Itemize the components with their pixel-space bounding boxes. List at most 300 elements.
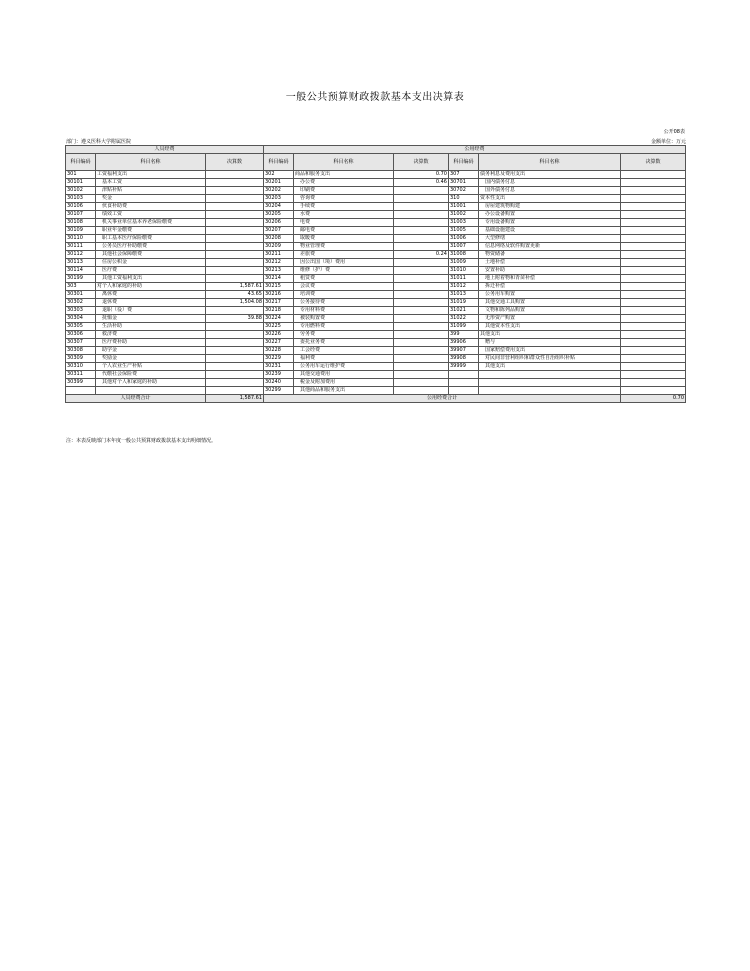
cell-amount — [206, 379, 264, 387]
cell-amount — [394, 259, 449, 267]
cell-name: 对个人和家庭的补助 — [96, 283, 206, 291]
cell-name: 赠与 — [479, 339, 621, 347]
cell-amount — [206, 195, 264, 203]
cell-name: 水费 — [294, 211, 394, 219]
cell-amount — [206, 243, 264, 251]
cell-name: 办公费 — [294, 179, 394, 187]
cell-amount — [394, 355, 449, 363]
expenditure-table — [65, 145, 686, 403]
cell-code: 30311 — [66, 371, 96, 379]
table-row — [66, 315, 686, 323]
cell-name: 生活补助 — [96, 323, 206, 331]
cell-name: 因公出国（境）费用 — [294, 259, 394, 267]
cell-name: 房屋建筑物购建 — [479, 203, 621, 211]
cell-code: 302 — [264, 171, 294, 179]
table-row — [66, 203, 686, 211]
cell-code: 30212 — [264, 259, 294, 267]
cell-code: 31001 — [449, 203, 479, 211]
cell-code: 30103 — [66, 195, 96, 203]
table-row — [66, 251, 686, 259]
cell-amount — [394, 363, 449, 371]
cell-code: 31007 — [449, 243, 479, 251]
cell-amount — [394, 203, 449, 211]
table-row — [66, 323, 686, 331]
table-row — [66, 195, 686, 203]
cell-code: 30204 — [264, 203, 294, 211]
table-row — [66, 179, 686, 187]
cell-code: 30299 — [264, 387, 294, 395]
cell-amount — [621, 379, 686, 387]
cell-amount — [206, 219, 264, 227]
cell-name: 拆迁补偿 — [479, 283, 621, 291]
cell-code: 30239 — [264, 371, 294, 379]
cell-amount — [621, 387, 686, 395]
cell-amount — [206, 339, 264, 347]
cell-code: 30302 — [66, 299, 96, 307]
cell-name: 其他社会保障缴费 — [96, 251, 206, 259]
table-row — [66, 387, 686, 395]
cell-code: 30199 — [66, 275, 96, 283]
cell-code: 31099 — [449, 323, 479, 331]
cell-amount: 0.70 — [394, 171, 449, 179]
cell-code: 30208 — [264, 235, 294, 243]
cell-code: 31013 — [449, 291, 479, 299]
group-header-row — [66, 146, 686, 154]
table-row — [66, 259, 686, 267]
total-row — [66, 395, 686, 403]
cell-code: 31002 — [449, 211, 479, 219]
cell-amount — [394, 219, 449, 227]
table-row — [66, 339, 686, 347]
cell-code: 30110 — [66, 235, 96, 243]
cell-code — [449, 379, 479, 387]
cell-name: 地上附着物和青苗补偿 — [479, 275, 621, 283]
cell-amount — [621, 259, 686, 267]
cell-name: 安置补助 — [479, 267, 621, 275]
cell-name: 被装购置费 — [294, 315, 394, 323]
cell-name: 助学金 — [96, 347, 206, 355]
cell-amount — [621, 275, 686, 283]
cell-code: 30309 — [66, 355, 96, 363]
cell-code: 30109 — [66, 227, 96, 235]
cell-amount: 1,587.61 — [206, 283, 264, 291]
cell-amount — [621, 291, 686, 299]
cell-amount — [621, 211, 686, 219]
cell-amount — [394, 275, 449, 283]
cell-name: 劳务费 — [294, 331, 394, 339]
col-header-code: 科目编码 — [66, 154, 96, 171]
cell-code: 30111 — [66, 243, 96, 251]
cell-code: 30101 — [66, 179, 96, 187]
cell-name: 其他支出 — [479, 331, 621, 339]
cell-amount — [206, 307, 264, 315]
cell-code: 30224 — [264, 315, 294, 323]
cell-code: 30201 — [264, 179, 294, 187]
cell-amount — [206, 187, 264, 195]
cell-code: 30227 — [264, 339, 294, 347]
cell-name: 医疗费补助 — [96, 339, 206, 347]
cell-amount — [206, 387, 264, 395]
cell-amount — [621, 283, 686, 291]
cell-code: 30305 — [66, 323, 96, 331]
cell-amount — [621, 195, 686, 203]
cell-name: 其他交通费用 — [294, 371, 394, 379]
cell-amount — [621, 331, 686, 339]
cell-code: 31010 — [449, 267, 479, 275]
cell-code: 31021 — [449, 307, 479, 315]
table-row — [66, 275, 686, 283]
cell-amount — [206, 251, 264, 259]
cell-name: 土地补偿 — [479, 259, 621, 267]
cell-amount — [621, 347, 686, 355]
table-row — [66, 379, 686, 387]
table-row — [66, 355, 686, 363]
cell-amount — [206, 203, 264, 211]
cell-name: 会议费 — [294, 283, 394, 291]
cell-name: 福利费 — [294, 355, 394, 363]
cell-code: 31022 — [449, 315, 479, 323]
table-row — [66, 211, 686, 219]
cell-amount — [394, 347, 449, 355]
cell-name — [479, 387, 621, 395]
cell-name: 租赁费 — [294, 275, 394, 283]
cell-name: 住房公积金 — [96, 259, 206, 267]
cell-amount — [206, 211, 264, 219]
cell-name: 培训费 — [294, 291, 394, 299]
cell-amount: 0.24 — [394, 251, 449, 259]
cell-amount — [621, 267, 686, 275]
cell-code: 30206 — [264, 219, 294, 227]
cell-amount — [206, 171, 264, 179]
cell-name — [479, 379, 621, 387]
cell-amount — [394, 227, 449, 235]
cell-amount — [394, 243, 449, 251]
cell-code: 30106 — [66, 203, 96, 211]
cell-amount — [394, 283, 449, 291]
cell-code: 31019 — [449, 299, 479, 307]
cell-name: 邮电费 — [294, 227, 394, 235]
cell-amount — [394, 379, 449, 387]
col-header-amount: 决算数 — [394, 154, 449, 171]
department-label: 部门：遵义医科大学附属医院 — [66, 139, 132, 145]
cell-amount — [621, 307, 686, 315]
unit-label: 金额单位：万元 — [650, 139, 686, 145]
cell-amount — [394, 371, 449, 379]
cell-code: 30203 — [264, 195, 294, 203]
cell-amount — [206, 259, 264, 267]
cell-code: 30202 — [264, 187, 294, 195]
cell-amount — [206, 179, 264, 187]
cell-name: 无形资产购置 — [479, 315, 621, 323]
column-header-row — [66, 154, 686, 171]
cell-code — [66, 387, 96, 395]
cell-amount — [206, 267, 264, 275]
cell-code: 30303 — [66, 307, 96, 315]
cell-amount — [206, 355, 264, 363]
cell-name: 机关事业单位基本养老保险缴费 — [96, 219, 206, 227]
cell-name: 印刷费 — [294, 187, 394, 195]
cell-name: 债务利息及费用支出 — [479, 171, 621, 179]
col-header-name: 科目名称 — [96, 154, 206, 171]
col-header-code: 科目编码 — [264, 154, 294, 171]
cell-code: 30215 — [264, 283, 294, 291]
table-row — [66, 219, 686, 227]
cell-amount — [394, 235, 449, 243]
table-row — [66, 331, 686, 339]
col-header-name: 科目名称 — [479, 154, 621, 171]
cell-name: 个人农业生产补贴 — [96, 363, 206, 371]
table-note: 注：本表反映部门本年度一般公共预算财政拨款基本支出明细情况。 — [66, 438, 217, 444]
cell-amount — [621, 235, 686, 243]
cell-amount — [621, 227, 686, 235]
cell-amount — [394, 187, 449, 195]
cell-name: 商品和服务支出 — [294, 171, 394, 179]
cell-name: 手续费 — [294, 203, 394, 211]
cell-name: 取暖费 — [294, 235, 394, 243]
table-row — [66, 227, 686, 235]
cell-amount — [394, 307, 449, 315]
cell-amount — [621, 315, 686, 323]
cell-name: 离休费 — [96, 291, 206, 299]
cell-name: 国内债务付息 — [479, 179, 621, 187]
table-row — [66, 283, 686, 291]
cell-name: 公务员医疗补助缴费 — [96, 243, 206, 251]
cell-name: 电费 — [294, 219, 394, 227]
public-total-label: 公用经费合计 — [264, 395, 621, 403]
cell-name: 绩效工资 — [96, 211, 206, 219]
cell-name: 专用材料费 — [294, 307, 394, 315]
col-header-code: 科目编码 — [449, 154, 479, 171]
cell-code: 30114 — [66, 267, 96, 275]
cell-amount — [621, 251, 686, 259]
cell-amount: 1,504.08 — [206, 299, 264, 307]
cell-name: 物资储备 — [479, 251, 621, 259]
cell-code: 30108 — [66, 219, 96, 227]
cell-amount — [206, 363, 264, 371]
cell-code: 30304 — [66, 315, 96, 323]
cell-name: 委托业务费 — [294, 339, 394, 347]
cell-amount — [394, 323, 449, 331]
cell-code: 30217 — [264, 299, 294, 307]
cell-name: 办公设备购置 — [479, 211, 621, 219]
cell-amount — [621, 371, 686, 379]
cell-amount: 43.65 — [206, 291, 264, 299]
cell-name: 维修（护）费 — [294, 267, 394, 275]
cell-name: 基本工资 — [96, 179, 206, 187]
col-header-amount: 决算数 — [621, 154, 686, 171]
cell-code: 31009 — [449, 259, 479, 267]
cell-code: 399 — [449, 331, 479, 339]
cell-name: 资本性支出 — [479, 195, 621, 203]
cell-amount: 39.88 — [206, 315, 264, 323]
cell-code: 30213 — [264, 267, 294, 275]
cell-code: 30218 — [264, 307, 294, 315]
cell-code: 31003 — [449, 219, 479, 227]
cell-name: 国家赔偿费用支出 — [479, 347, 621, 355]
cell-code: 39999 — [449, 363, 479, 371]
cell-code: 30301 — [66, 291, 96, 299]
cell-amount — [394, 299, 449, 307]
cell-code: 30113 — [66, 259, 96, 267]
col-header-amount: 决算数 — [206, 154, 264, 171]
cell-name: 工资福利支出 — [96, 171, 206, 179]
cell-name: 退休费 — [96, 299, 206, 307]
cell-name: 职工基本医疗保险缴费 — [96, 235, 206, 243]
personnel-total-label: 人员经费合计 — [66, 395, 206, 403]
public-total-value: 0.70 — [621, 395, 686, 403]
cell-code: 30102 — [66, 187, 96, 195]
table-row — [66, 235, 686, 243]
cell-code: 30310 — [66, 363, 96, 371]
cell-code: 30399 — [66, 379, 96, 387]
page-title: 一般公共预算财政拨款基本支出决算表 — [285, 92, 465, 103]
table-row — [66, 243, 686, 251]
cell-name: 国外债务付息 — [479, 187, 621, 195]
cell-code: 30240 — [264, 379, 294, 387]
cell-amount — [621, 179, 686, 187]
cell-code: 30207 — [264, 227, 294, 235]
table-row — [66, 307, 686, 315]
cell-name: 公务用车运行维护费 — [294, 363, 394, 371]
cell-amount — [394, 195, 449, 203]
table-row — [66, 171, 686, 179]
cell-name: 其他对个人和家庭的补助 — [96, 379, 206, 387]
cell-code: 30209 — [264, 243, 294, 251]
cell-code: 30308 — [66, 347, 96, 355]
cell-name: 救济费 — [96, 331, 206, 339]
personnel-total-value: 1,587.61 — [206, 395, 264, 403]
cell-code: 31006 — [449, 235, 479, 243]
table-row — [66, 267, 686, 275]
cell-code: 310 — [449, 195, 479, 203]
cell-code: 30229 — [264, 355, 294, 363]
cell-amount — [621, 355, 686, 363]
cell-amount — [394, 339, 449, 347]
cell-code: 307 — [449, 171, 479, 179]
table-row — [66, 291, 686, 299]
cell-amount — [394, 387, 449, 395]
cell-amount — [206, 371, 264, 379]
cell-code: 30211 — [264, 251, 294, 259]
cell-code: 30107 — [66, 211, 96, 219]
cell-amount — [621, 219, 686, 227]
cell-code: 39906 — [449, 339, 479, 347]
cell-amount — [621, 339, 686, 347]
cell-name: 文物和陈列品购置 — [479, 307, 621, 315]
cell-name: 抚恤金 — [96, 315, 206, 323]
cell-name: 其他商品和服务支出 — [294, 387, 394, 395]
cell-name: 其他工资福利支出 — [96, 275, 206, 283]
cell-code — [449, 371, 479, 379]
cell-name: 伙食补助费 — [96, 203, 206, 211]
cell-amount — [206, 235, 264, 243]
cell-amount — [621, 323, 686, 331]
cell-code: 30214 — [264, 275, 294, 283]
public-group-header: 公用经费 — [264, 146, 686, 154]
cell-name: 公务接待费 — [294, 299, 394, 307]
cell-name: 公务用车购置 — [479, 291, 621, 299]
cell-name: 医疗费 — [96, 267, 206, 275]
cell-name: 咨询费 — [294, 195, 394, 203]
cell-name — [96, 387, 206, 395]
cell-amount — [621, 187, 686, 195]
cell-amount: 0.46 — [394, 179, 449, 187]
cell-code: 30216 — [264, 291, 294, 299]
cell-code: 31011 — [449, 275, 479, 283]
cell-name: 差旅费 — [294, 251, 394, 259]
cell-name: 其他资本性支出 — [479, 323, 621, 331]
cell-code: 31012 — [449, 283, 479, 291]
cell-code: 30228 — [264, 347, 294, 355]
cell-code: 301 — [66, 171, 96, 179]
table-row — [66, 187, 686, 195]
cell-code: 31005 — [449, 227, 479, 235]
cell-code: 39907 — [449, 347, 479, 355]
cell-amount — [206, 275, 264, 283]
cell-code: 30112 — [66, 251, 96, 259]
cell-code: 303 — [66, 283, 96, 291]
cell-amount — [394, 315, 449, 323]
cell-amount — [206, 331, 264, 339]
cell-code: 30307 — [66, 339, 96, 347]
table-row — [66, 347, 686, 355]
table-row — [66, 371, 686, 379]
cell-code — [449, 387, 479, 395]
cell-amount — [394, 331, 449, 339]
cell-code: 39908 — [449, 355, 479, 363]
cell-amount — [394, 211, 449, 219]
cell-amount — [394, 291, 449, 299]
cell-amount — [621, 203, 686, 211]
cell-name: 物业管理费 — [294, 243, 394, 251]
cell-amount — [206, 227, 264, 235]
cell-code: 30205 — [264, 211, 294, 219]
table-code: 公开08表 — [663, 129, 685, 135]
cell-name: 对民间非营利组织和群众性自治组织补贴 — [479, 355, 621, 363]
cell-amount — [206, 347, 264, 355]
cell-amount — [621, 363, 686, 371]
cell-name: 大型修缮 — [479, 235, 621, 243]
table-row — [66, 299, 686, 307]
cell-code: 30231 — [264, 363, 294, 371]
cell-name: 奖金 — [96, 195, 206, 203]
cell-name: 奖励金 — [96, 355, 206, 363]
cell-name: 工会经费 — [294, 347, 394, 355]
cell-amount — [621, 171, 686, 179]
cell-name: 专用燃料费 — [294, 323, 394, 331]
cell-amount — [621, 299, 686, 307]
cell-name — [479, 371, 621, 379]
cell-name: 专用设备购置 — [479, 219, 621, 227]
cell-name: 代缴社会保险费 — [96, 371, 206, 379]
cell-code: 30306 — [66, 331, 96, 339]
cell-name: 基础设施建设 — [479, 227, 621, 235]
cell-name: 其他支出 — [479, 363, 621, 371]
cell-name: 职业年金缴费 — [96, 227, 206, 235]
cell-name: 退职（役）费 — [96, 307, 206, 315]
cell-name: 信息网络及软件购置更新 — [479, 243, 621, 251]
col-header-name: 科目名称 — [294, 154, 394, 171]
cell-name: 津贴补贴 — [96, 187, 206, 195]
cell-code: 30702 — [449, 187, 479, 195]
cell-amount — [206, 323, 264, 331]
cell-amount — [394, 267, 449, 275]
cell-code: 31008 — [449, 251, 479, 259]
cell-name: 其他交通工具购置 — [479, 299, 621, 307]
cell-amount — [621, 243, 686, 251]
cell-code: 30225 — [264, 323, 294, 331]
table-row — [66, 363, 686, 371]
